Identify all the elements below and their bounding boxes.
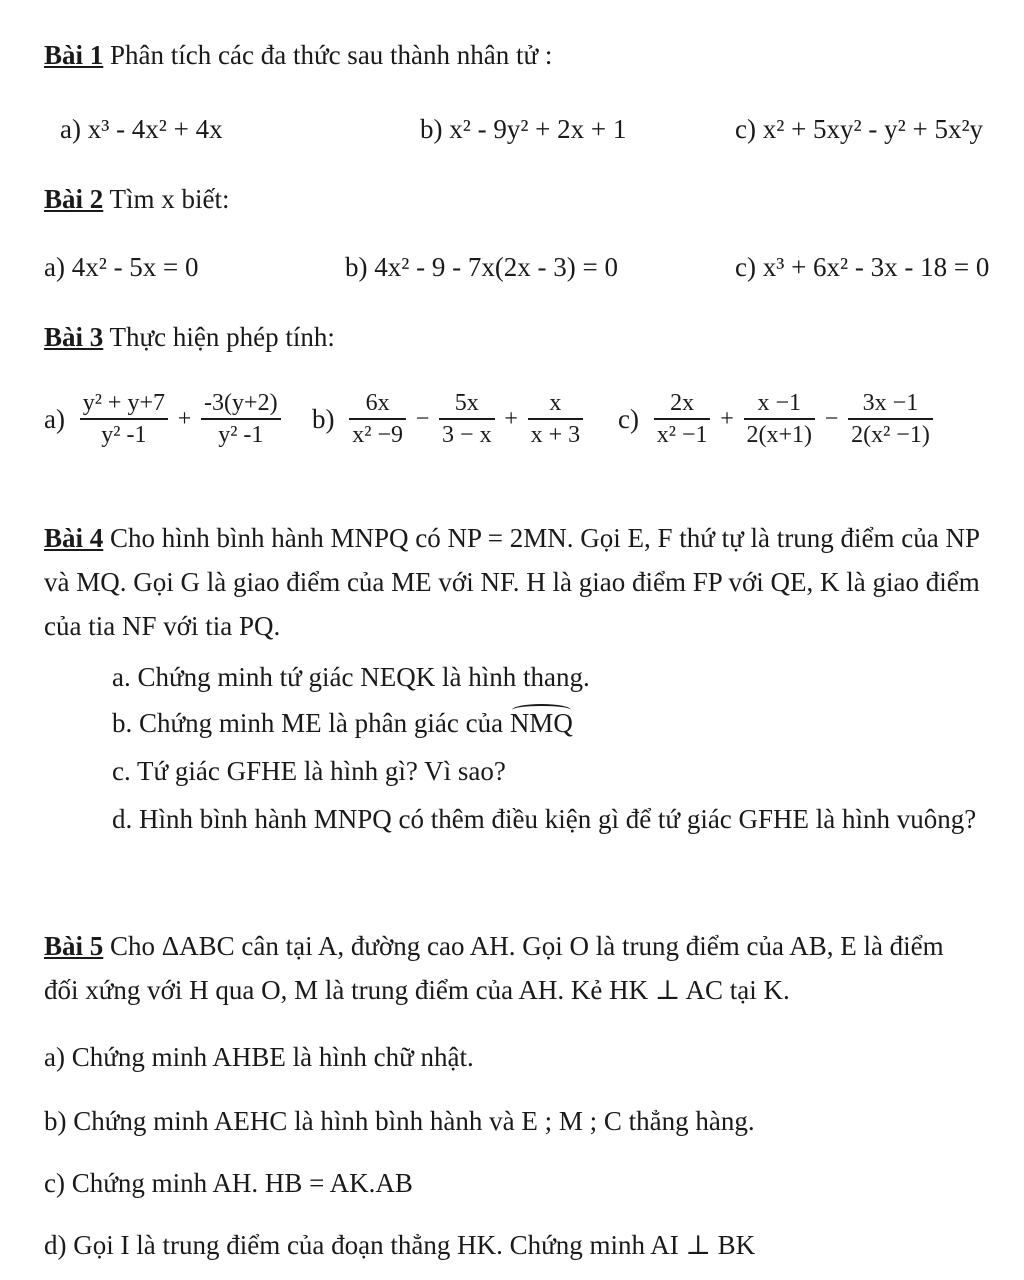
- bai2-title: Tìm x biết:: [109, 184, 230, 214]
- bai4-item-b: [112, 706, 573, 740]
- bai1-item-c: c) x² + 5xy² - y² + 5x²y: [735, 114, 984, 144]
- bai3-c-f2-numerator: x −1: [744, 388, 816, 420]
- bai3-item-b: [312, 388, 585, 450]
- bai3-b-fraction-2: [439, 388, 495, 450]
- bai1-item-a: a) x³ - 4x² + 4x: [60, 114, 223, 144]
- bai4-angle-nmq: NMQ: [509, 708, 573, 738]
- bai3-label: Bài 3: [44, 322, 104, 352]
- bai4-item-c: c. Tứ giác GFHE là hình gì? Vì sao?: [112, 756, 506, 786]
- bai1-label: Bài 1: [44, 40, 104, 70]
- bai1-title: Phân tích các đa thức sau thành nhân tử :: [110, 40, 553, 70]
- bai3-title: Thực hiện phép tính:: [109, 322, 335, 352]
- bai3-b-prefix: b): [312, 404, 335, 434]
- bai3-c-fraction-1: [654, 388, 711, 450]
- bai5-item-b: b) Chứng minh AEHC là hình bình hành và E ; M ; C thẳng hàng.: [44, 1106, 755, 1136]
- bai5-item-c: c) Chứng minh AH. HB = AK.AB: [44, 1168, 413, 1198]
- bai1-item-b: b) x² - 9y² + 2x + 1: [420, 114, 627, 144]
- bai1-heading: [44, 38, 552, 72]
- bai5-item-a: a) Chứng minh AHBE là hình chữ nhật.: [44, 1042, 474, 1072]
- bai3-a-f1-numerator: y² + y+7: [80, 388, 168, 420]
- bai2-heading: [44, 182, 230, 216]
- bai3-a-f2-denominator: y² -1: [218, 422, 264, 448]
- bai3-b-f3-denominator: x + 3: [530, 422, 581, 448]
- bai4-item-b-text: b. Chứng minh ME là phân giác của: [112, 708, 504, 738]
- bai3-c-fraction-2: [744, 388, 816, 450]
- bai3-a-f1-denominator: y² -1: [101, 422, 147, 448]
- bai3-b-f2-numerator: 5x: [439, 388, 495, 420]
- bai3-c-f1-denominator: x² −1: [656, 422, 708, 448]
- bai3-c-f2-denominator: 2(x+1): [746, 422, 813, 448]
- bai5-paragraph: [44, 924, 984, 1012]
- bai3-b-fraction-3: [528, 388, 584, 450]
- bai3-c-prefix: c): [618, 404, 639, 434]
- bai4-paragraph: [44, 516, 984, 648]
- bai5-item-d: d) Gọi I là trung điểm của đoạn thẳng HK. Chứng minh AI ⊥ BK: [44, 1230, 756, 1260]
- bai2-item-c: c) x³ + 6x² - 3x - 18 = 0: [735, 252, 990, 282]
- bai4-text: Cho hình bình hành MNPQ có NP = 2MN. Gọi E, F thứ tự là trung điểm của NP và MQ. Gọi G là giao điểm của ME với NF. H là giao điểm FP với QE, K là giao điểm của tia NF với tia PQ.: [44, 523, 980, 641]
- bai3-a-f2-numerator: -3(y+2): [201, 388, 281, 420]
- bai3-item-c: [618, 388, 935, 450]
- bai4-item-a: a. Chứng minh tứ giác NEQK là hình thang.: [112, 662, 590, 692]
- bai3-b-f1-numerator: 6x: [349, 388, 406, 420]
- bai5-text: Cho ΔABC cân tại A, đường cao AH. Gọi O là trung điểm của AB, E là điểm đối xứng với H qua O, M là trung điểm của AH. Kẻ HK ⊥ AC tại K.: [44, 931, 944, 1005]
- bai3-c-fraction-3: [848, 388, 933, 450]
- bai2-label: Bài 2: [44, 184, 104, 214]
- bai3-heading: [44, 320, 335, 354]
- bai3-b-f2-denominator: 3 − x: [442, 422, 492, 448]
- bai3-a-operator-1: +: [177, 406, 192, 432]
- bai3-b-f3-numerator: x: [528, 388, 584, 420]
- bai3-c-operator-1: +: [720, 406, 734, 432]
- bai3-b-operator-1: −: [415, 406, 430, 432]
- bai3-item-a: [44, 388, 283, 450]
- bai2-item-a: a) 4x² - 5x = 0: [44, 252, 199, 282]
- bai3-a-prefix: a): [44, 404, 65, 434]
- bai3-b-operator-2: +: [504, 406, 518, 432]
- bai3-b-f1-denominator: x² −9: [352, 422, 403, 448]
- bai3-c-f1-numerator: 2x: [654, 388, 711, 420]
- bai4-item-d: d. Hình bình hành MNPQ có thêm điều kiện gì để tứ giác GFHE là hình vuông?: [112, 804, 977, 834]
- bai2-item-b: b) 4x² - 9 - 7x(2x - 3) = 0: [345, 252, 619, 282]
- bai4-label: Bài 4: [44, 523, 104, 553]
- bai3-c-f3-numerator: 3x −1: [848, 388, 933, 420]
- bai5-label: Bài 5: [44, 931, 104, 961]
- bai3-b-fraction-1: [349, 388, 406, 450]
- bai3-c-operator-2: −: [824, 406, 839, 432]
- bai3-a-fraction-2: [201, 388, 281, 450]
- bai3-a-fraction-1: [80, 388, 168, 450]
- bai3-c-f3-denominator: 2(x² −1): [851, 422, 930, 448]
